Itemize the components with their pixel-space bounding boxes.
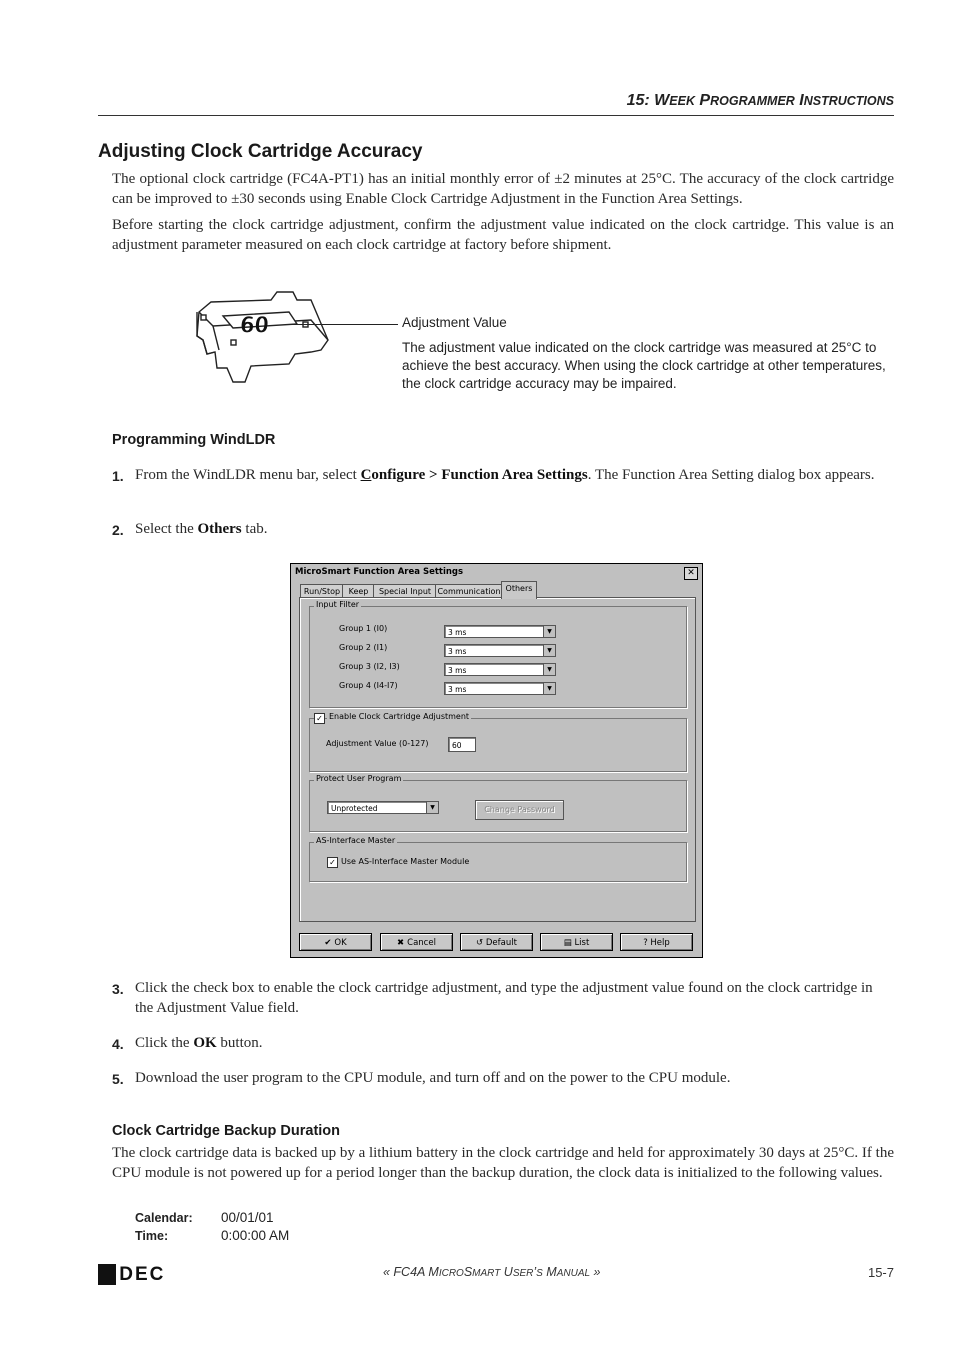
chevron-down-icon: ▼: [543, 626, 555, 637]
cancel-button[interactable]: ✖ Cancel: [380, 933, 453, 951]
others-panel: [299, 597, 696, 922]
calendar-label: Calendar:: [135, 1211, 193, 1225]
step-2-text: Select the Others tab.: [135, 521, 268, 537]
help-icon: ?: [643, 938, 651, 948]
step-2-number: 2.: [112, 522, 124, 538]
input-filter-group: [309, 600, 687, 708]
enable-clock-adjust-checkbox[interactable]: ✓: [314, 713, 325, 724]
dialog-title: MicroSmart Function Area Settings: [295, 567, 464, 577]
section-title: Adjusting Clock Cartridge Accuracy: [98, 141, 423, 162]
list-button[interactable]: ▤ List: [540, 933, 613, 951]
manual-title: « FC4A MICROSMART USER’S MANUAL »: [383, 1265, 601, 1279]
chapter-header: 15: WEEK PROGRAMMER INSTRUCTIONS: [626, 92, 894, 109]
step-1-number: 1.: [112, 468, 124, 484]
intro-paragraph-1: The optional clock cartridge (FC4A-PT1) has an initial monthly error of ±2 minutes at 25°C. The accuracy of the clock cartridge can be improved to ±30 seconds using Enable Clock Cartridge Adjustment in the Function Area Settings.: [112, 171, 894, 207]
dialog-titlebar: [293, 566, 700, 580]
calendar-value: 00/01/01: [221, 1210, 274, 1225]
programming-heading: Programming WindLDR: [112, 432, 276, 448]
step-3-number: 3.: [112, 981, 124, 997]
help-button[interactable]: ? Help: [620, 933, 693, 951]
check-icon: ✔: [324, 938, 335, 948]
group-1-select[interactable]: 3 ms ▼: [444, 625, 556, 638]
protect-group: [309, 774, 687, 832]
adjustment-value-label: Adjustment Value (0-127): [326, 739, 429, 748]
close-icon[interactable]: ✕: [684, 567, 698, 580]
chevron-down-icon: ▼: [426, 802, 438, 813]
figure-caption: The adjustment value indicated on the clock cartridge was measured at 25°C to achieve the best accuracy. When using the clock cartridge at other temperatures, the clock cartridge accuracy may be impaired.: [402, 340, 886, 391]
chevron-down-icon: ▼: [543, 664, 555, 675]
use-asi-checkbox[interactable]: ✓: [327, 857, 338, 868]
step-5-text: Download the user program to the CPU module, and turn off and on the power to the CPU module.: [135, 1070, 731, 1086]
group-4-label: Group 4 (I4-I7): [339, 681, 398, 690]
tab-communication[interactable]: Communication: [435, 584, 503, 599]
backup-paragraph: The clock cartridge data is backed up by a lithium battery in the clock cartridge and held for approximately 30 days at 25°C. If the CPU module is not powered up for a period longer than the backup duration, the clock data is initialized to the following values.: [112, 1145, 894, 1181]
page-number: 15-7: [867, 1265, 894, 1280]
asi-group: [309, 836, 687, 882]
group-2-label: Group 2 (I1): [339, 643, 388, 652]
time-label: Time:: [135, 1229, 169, 1243]
step-4-text: Click the OK button.: [135, 1035, 263, 1051]
ok-button[interactable]: ✔ OK: [299, 933, 372, 951]
group-2-select[interactable]: 3 ms ▼: [444, 644, 556, 657]
group-1-label: Group 1 (I0): [339, 624, 388, 633]
chevron-down-icon: ▼: [543, 645, 555, 656]
tab-special-input[interactable]: Special Input: [373, 584, 437, 599]
time-value: 0:00:00 AM: [221, 1228, 290, 1243]
use-asi-label: Use AS-Interface Master Module: [341, 857, 470, 866]
input-filter-label: Input Filter: [316, 600, 360, 609]
step-4-number: 4.: [112, 1036, 124, 1052]
backup-heading: Clock Cartridge Backup Duration: [112, 1123, 341, 1139]
chevron-down-icon: ▼: [543, 683, 555, 694]
group-3-select[interactable]: 3 ms ▼: [444, 663, 556, 676]
cartridge-value: 60: [239, 313, 270, 337]
clock-adjust-label: Enable Clock Cartridge Adjustment: [329, 712, 470, 721]
protect-label: Protect User Program: [316, 774, 402, 783]
step-5-number: 5.: [112, 1071, 124, 1087]
tab-keep[interactable]: Keep: [342, 584, 375, 599]
leader-line: [286, 324, 398, 325]
default-button[interactable]: ↺ Default: [460, 933, 533, 951]
step-1-text: From the WindLDR menu bar, select Configure > Function Area Settings. The Function Area Setting dialog box appears.: [135, 467, 875, 483]
protect-select[interactable]: Unprotected ▼: [327, 801, 439, 814]
list-icon: ▤: [563, 938, 575, 948]
idec-logo: IDEC: [112, 1264, 166, 1285]
change-password-button[interactable]: Change Password: [475, 800, 564, 820]
default-icon: ↺: [476, 938, 486, 948]
figure-label: Adjustment Value: [402, 315, 507, 330]
intro-paragraph-2: Before starting the clock cartridge adjustment, confirm the adjustment value indicated on the clock cartridge. This value is an adjustment parameter measured on each clock cartridge at factory before shipment.: [112, 217, 894, 253]
x-icon: ✖: [397, 938, 408, 948]
header-rule: [98, 115, 894, 116]
group-3-label: Group 3 (I2, I3): [339, 662, 400, 671]
clock-cartridge-illustration: [193, 290, 403, 385]
adjustment-value-input[interactable]: 60: [448, 737, 476, 752]
tab-others[interactable]: Others: [501, 581, 537, 599]
tab-run-stop[interactable]: Run/Stop: [300, 584, 344, 599]
function-area-settings-dialog: [290, 563, 703, 958]
group-4-select[interactable]: 3 ms ▼: [444, 682, 556, 695]
asi-label: AS-Interface Master: [316, 836, 396, 845]
step-3-text: Click the check box to enable the clock cartridge adjustment, and type the adjustment value found on the clock cartridge in the Adjustment Value field.: [135, 980, 873, 1016]
clock-adjust-group: [309, 712, 687, 772]
